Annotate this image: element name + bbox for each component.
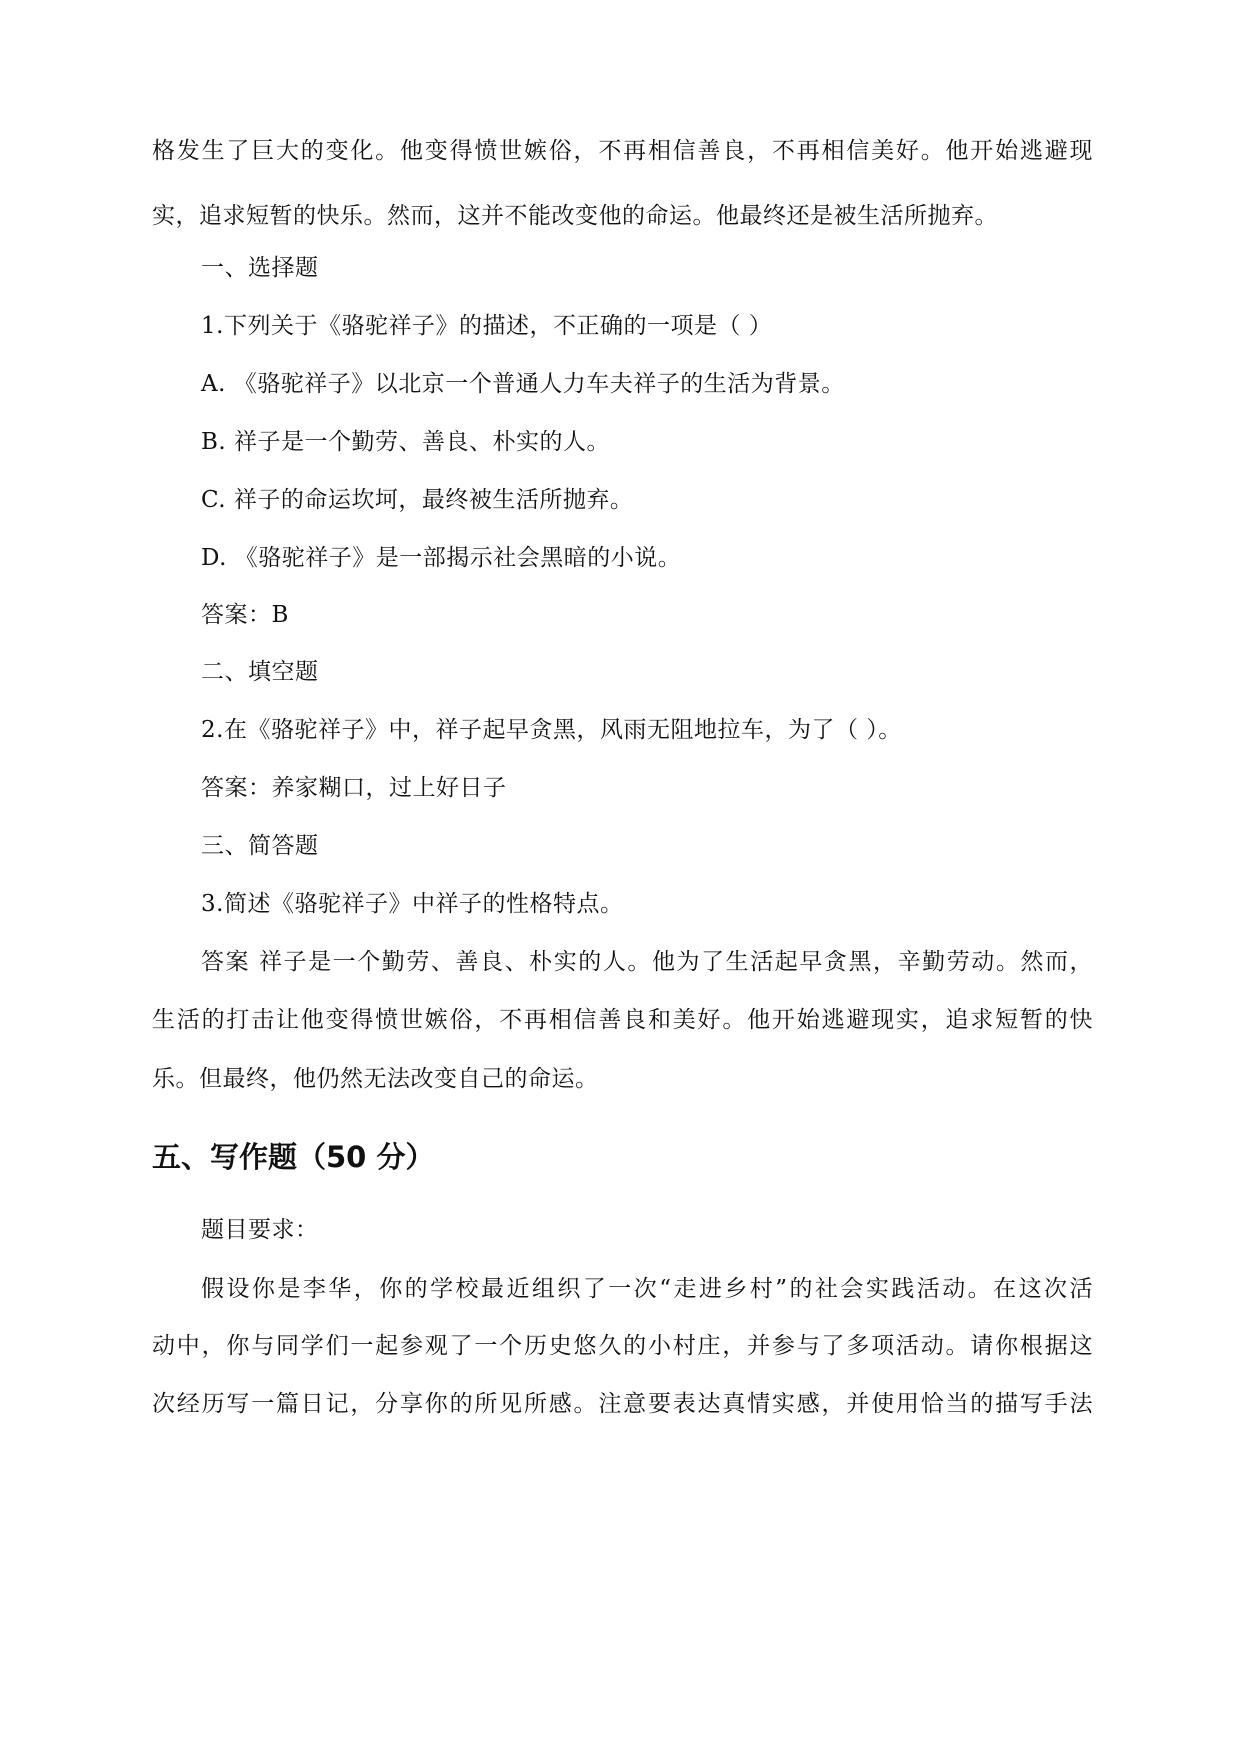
choice-answer: 答案：B <box>201 602 289 628</box>
fill-answer: 答案：养家糊口，过上好日子 <box>201 775 507 801</box>
short-answer-line-2: 生活的打击让他变得愤世嫉俗，不再相信善良和美好。他开始逃避现实，追求短暂的快 <box>152 1007 1093 1033</box>
short-question: 3.简述《骆驼祥子》中祥子的性格特点。 <box>201 891 624 917</box>
writing-section-heading: 五、写作题（50 分） <box>152 1140 435 1174</box>
choice-option-a: A. 《骆驼祥子》以北京一个普通人力车夫祥子的生活为背景。 <box>201 371 845 397</box>
intro-line-1: 格发生了巨大的变化。他变得愤世嫉俗，不再相信善良，不再相信美好。他开始逃避现 <box>152 138 1093 164</box>
fill-question: 2.在《骆驼祥子》中，祥子起早贪黑，风雨无阻地拉车，为了（ ）。 <box>201 717 902 743</box>
choice-option-d: D. 《骆驼祥子》是一部揭示社会黑暗的小说。 <box>201 545 682 571</box>
writing-prompt-line-3: 次经历写一篇日记，分享你的所见所感。注意要表达真情实感，并使用恰当的描写手法 <box>152 1391 1093 1417</box>
choice-option-b: B. 祥子是一个勤劳、善良、朴实的人。 <box>201 429 611 455</box>
short-answer-line-3: 乐。但最终，他仍然无法改变自己的命运。 <box>152 1066 599 1092</box>
choice-question: 1.下列关于《骆驼祥子》的描述，不正确的一项是（ ） <box>201 313 773 339</box>
intro-line-2: 实，追求短暂的快乐。然而，这并不能改变他的命运。他最终还是被生活所抛弃。 <box>152 203 998 229</box>
short-answer-line-1: 答案 祥子是一个勤劳、善良、朴实的人。他为了生活起早贪黑，辛勤劳动。然而， <box>201 949 1093 975</box>
choice-section-heading: 一、选择题 <box>201 255 319 281</box>
writing-prompt-line-1: 假设你是李华，你的学校最近组织了一次“走进乡村”的社会实践活动。在这次活 <box>201 1276 1093 1302</box>
fill-section-heading: 二、填空题 <box>201 659 319 685</box>
choice-option-c: C. 祥子的命运坎坷，最终被生活所抛弃。 <box>201 487 634 513</box>
writing-prompt-line-2: 动中，你与同学们一起参观了一个历史悠久的小村庄，并参与了多项活动。请你根据这 <box>152 1333 1093 1359</box>
short-section-heading: 三、简答题 <box>201 833 319 859</box>
writing-requirement-label: 题目要求： <box>201 1217 319 1243</box>
